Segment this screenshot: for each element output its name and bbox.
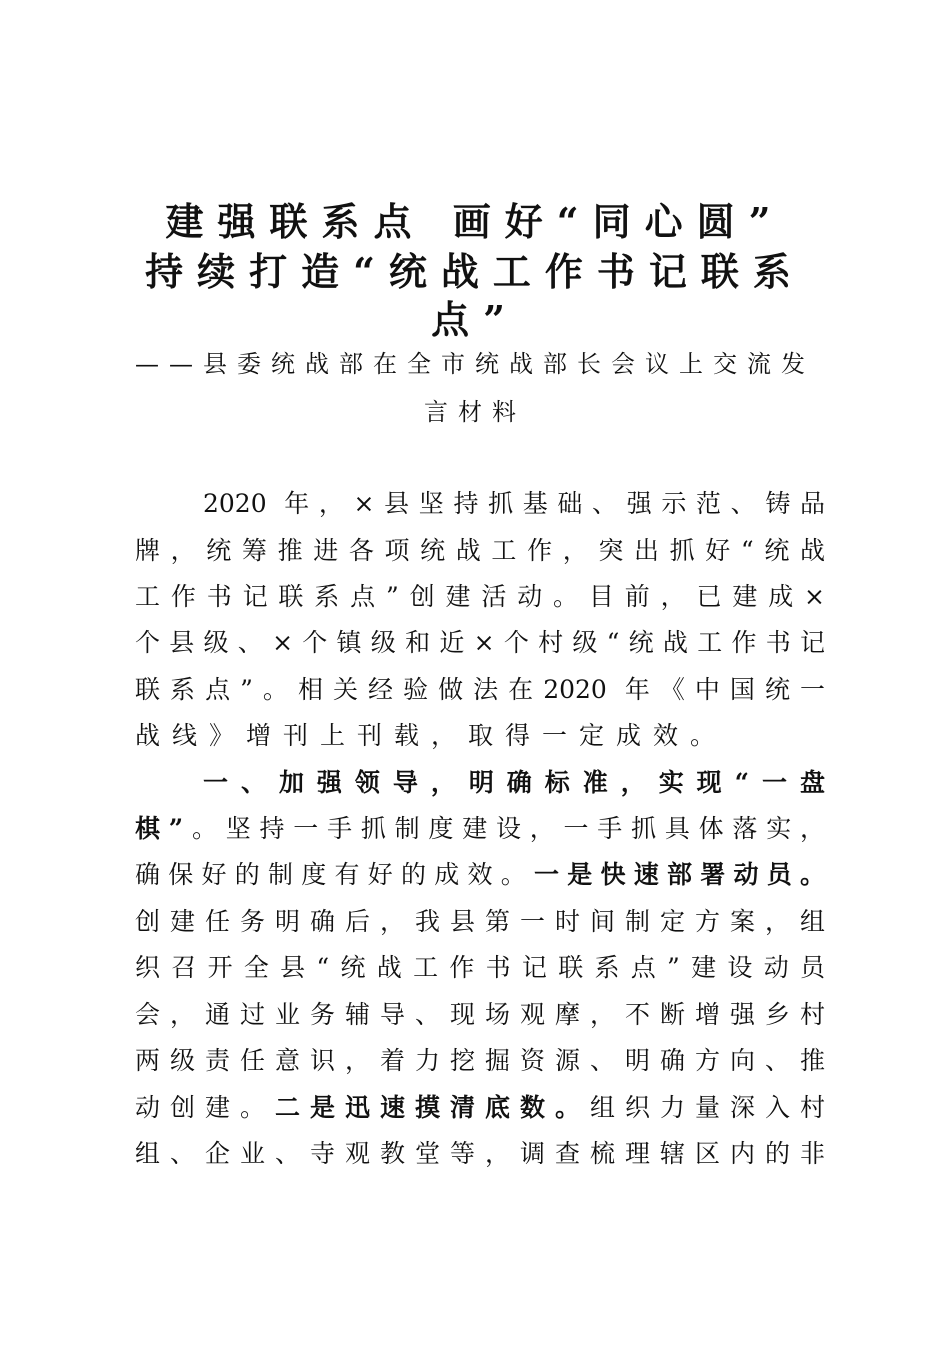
subtitle-line-2: 言材料 (424, 398, 526, 426)
section1-line-5: 织召开全县“统战工作书记联系点”建设动员 (135, 953, 825, 982)
section1-line-9: 组、企业、寺观教堂等，调查梳理辖区内的非 (135, 1139, 825, 1168)
section1-line-8-text: 动创建。 (135, 1093, 275, 1122)
section1-line-6: 会，通过业务辅导、现场观摩，不断增强乡村 (135, 1000, 825, 1029)
section1-line-4: 创建任务明确后，我县第一时间制定方案，组 (135, 907, 825, 936)
title-line-3: 点” (431, 297, 519, 342)
section1-heading-line-1: 一、加强领导，明确标准，实现“一盘 (203, 768, 825, 797)
section1-line-8 (135, 1092, 825, 1124)
section1-heading-end: 棋” (135, 814, 184, 843)
paragraph1-line-2: 牌，统筹推进各项统战工作，突出抓好“统战 (135, 536, 825, 565)
subtitle-line-1: ——县委统战部在全市统战部长会议上交流发 (135, 350, 815, 378)
title-line-1: 建强联系点 画好“同心圆” (165, 199, 785, 244)
point-one-heading: 一是快速部署动员。 (533, 860, 825, 889)
title-line-2: 持续打造“统战工作书记联系 (145, 249, 805, 294)
point-two-heading: 二是迅速摸清底数。 (275, 1093, 590, 1122)
paragraph1-line-6: 战线》增刊上刊载，取得一定成效。 (135, 721, 728, 750)
paragraph1-line-5: 联系点”。相关经验做法在2020 年《中国统一 (135, 675, 825, 704)
section1-line-7: 两级责任意识，着力挖掘资源、明确方向、推 (135, 1046, 825, 1075)
paragraph1-line-1: 2020 年，×县坚持抓基础、强示范、铸品 (203, 489, 825, 518)
paragraph1-line-3: 工作书记联系点”创建活动。目前，已建成× (135, 582, 825, 611)
section1-line-2-text: 。坚持一手抓制度建设，一手抓具体落实， (183, 814, 825, 843)
section1-line-2 (135, 813, 825, 845)
paragraph1-line-4: 个县级、×个镇级和近×个村级“统战工作书记 (135, 628, 825, 657)
section1-line-3-text: 确保好的制度有好的成效。 (135, 860, 534, 889)
section1-line-3 (135, 859, 825, 891)
section1-line-8-rest: 组织力量深入村 (589, 1093, 825, 1122)
